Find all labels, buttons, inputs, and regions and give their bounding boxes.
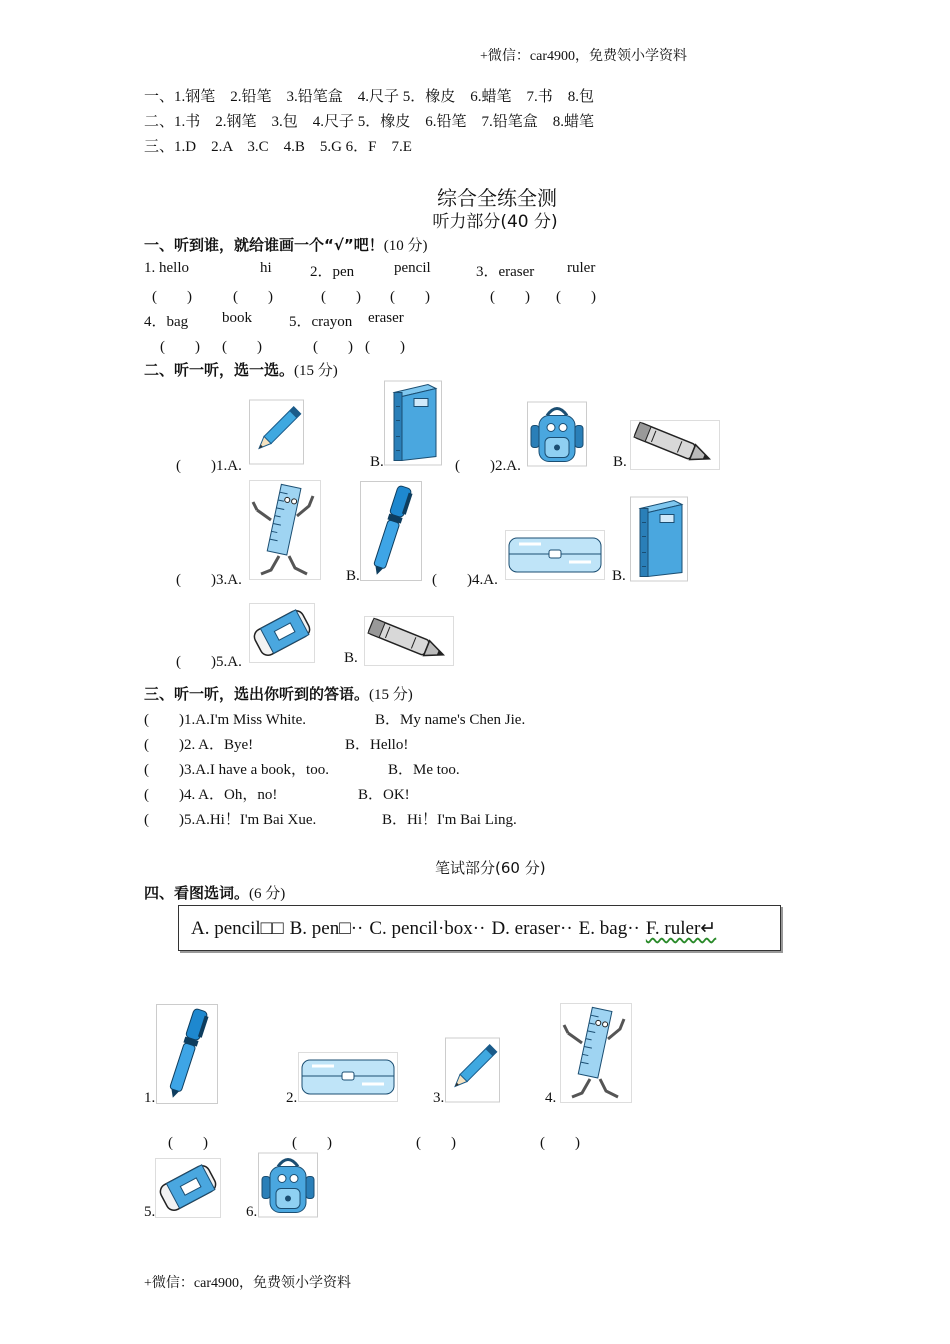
s1-answer-blank[interactable]: ( ): [233, 289, 273, 305]
s1-word: ruler: [567, 260, 596, 276]
s2-label: ( )4.A.: [432, 572, 498, 588]
crayon-image: [364, 616, 454, 666]
pencil-box-image: [505, 530, 605, 580]
pencil-image: [445, 1036, 500, 1104]
s4-answer-blank[interactable]: ( ): [416, 1135, 456, 1151]
s2-label: B.: [344, 650, 358, 666]
eraser-image: [249, 602, 315, 664]
s3-option-b: B．OK!: [358, 787, 410, 803]
word-option: C. pencil·box··: [369, 918, 486, 939]
s1-word: 4．bag: [144, 314, 189, 330]
s2-label: ( )2.A.: [455, 458, 521, 474]
s4-number: 6.: [246, 1204, 258, 1220]
s4-number: 5.: [144, 1204, 156, 1220]
s1-word: hi: [260, 260, 272, 276]
s1-answer-blank[interactable]: ( ): [490, 289, 530, 305]
section-1-title: 一、听到谁，就给谁画一个“√”吧！(10 分): [144, 236, 428, 254]
s1-answer-blank[interactable]: ( ): [222, 339, 262, 355]
s1-word: 1. hello: [144, 260, 189, 276]
eraser-image: [155, 1157, 221, 1219]
s4-number: 4.: [545, 1090, 557, 1106]
s1-answer-blank[interactable]: ( ): [152, 289, 192, 305]
watermark-top: +微信：car4900，免费领小学资料: [480, 49, 687, 64]
s1-answer-blank[interactable]: ( ): [365, 339, 405, 355]
s3-option-b: B．Hello!: [345, 737, 409, 753]
word-option: A. pencil□□: [191, 918, 284, 939]
s4-number: 1.: [144, 1090, 156, 1106]
s3-question: ( )3.A.I have a book，too.: [144, 762, 329, 778]
s3-question: ( )4. A．Oh，no!: [144, 787, 278, 803]
s4-answer-blank[interactable]: ( ): [292, 1135, 332, 1151]
word-option: B. pen□··: [289, 918, 364, 939]
word-bank: [178, 905, 781, 951]
answer-line-1: 一、1.钢笔 2.铅笔 3.铅笔盒 4.尺子 5．橡皮 6.蜡笔 7.书 8.包: [144, 89, 595, 105]
book-image: [630, 496, 688, 582]
pencil-image: [249, 398, 304, 466]
s1-answer-blank[interactable]: ( ): [321, 289, 361, 305]
pen-image: [156, 1003, 218, 1105]
page-title: 综合全练全测: [437, 186, 557, 210]
s4-answer-blank[interactable]: ( ): [540, 1135, 580, 1151]
s3-question: ( )5.A.Hi！I'm Bai Xue.: [144, 812, 317, 828]
section-2-title: 二、听一听，选一选。(15 分): [144, 361, 338, 379]
word-option: F. ruler↵: [645, 918, 717, 939]
s1-word: 2．pen: [310, 264, 355, 280]
s1-answer-blank[interactable]: ( ): [313, 339, 353, 355]
written-heading: 笔试部分(60 分): [435, 859, 546, 877]
s2-label: B.: [370, 454, 384, 470]
watermark-bottom: +微信：car4900，免费领小学资料: [144, 1276, 351, 1291]
s1-word: book: [222, 310, 252, 326]
s4-number: 2.: [286, 1090, 298, 1106]
s1-word: 5．crayon: [289, 314, 353, 330]
s2-label: ( )1.A.: [176, 458, 242, 474]
bag-image: [527, 401, 587, 467]
crayon-image: [630, 420, 720, 470]
s1-word: 3．eraser: [476, 264, 535, 280]
answer-line-3: 三、1.D 2.A 3.C 4.B 5.G 6．F 7.E: [144, 139, 412, 155]
section-3-title: 三、听一听，选出你听到的答语。(15 分): [144, 685, 413, 703]
word-option: D. eraser··: [491, 918, 573, 939]
word-option: E. bag··: [578, 918, 640, 939]
ruler-image: [560, 1002, 632, 1104]
s1-answer-blank[interactable]: ( ): [390, 289, 430, 305]
s4-answer-blank[interactable]: ( ): [168, 1135, 208, 1151]
s1-answer-blank[interactable]: ( ): [160, 339, 200, 355]
s1-word: pencil: [394, 260, 431, 276]
ruler-image: [249, 479, 321, 581]
s2-label: ( )3.A.: [176, 572, 242, 588]
s3-question: ( )2. A．Bye!: [144, 737, 254, 753]
s1-answer-blank[interactable]: ( ): [556, 289, 596, 305]
answer-line-2: 二、1.书 2.钢笔 3.包 4.尺子 5．橡皮 6.铅笔 7.铅笔盒 8.蜡笔: [144, 114, 595, 130]
s2-label: B.: [613, 454, 627, 470]
pencil-box-image: [298, 1052, 398, 1102]
s3-question: ( )1.A.I'm Miss White.: [144, 712, 306, 728]
s3-option-b: B．Hi！I'm Bai Ling.: [382, 812, 517, 828]
s3-option-b: B．My name's Chen Jie.: [375, 712, 526, 728]
s4-number: 3.: [433, 1090, 445, 1106]
s2-label: ( )5.A.: [176, 654, 242, 670]
bag-image: [258, 1152, 318, 1218]
section-4-title: 四、看图选词。(6 分): [144, 884, 286, 902]
s1-word: eraser: [368, 310, 404, 326]
book-image: [384, 380, 442, 466]
s2-label: B.: [612, 568, 626, 584]
listening-heading: 听力部分(40 分): [432, 212, 558, 232]
s3-option-b: B．Me too.: [388, 762, 460, 778]
pen-image: [360, 480, 422, 582]
s2-label: B.: [346, 568, 360, 584]
